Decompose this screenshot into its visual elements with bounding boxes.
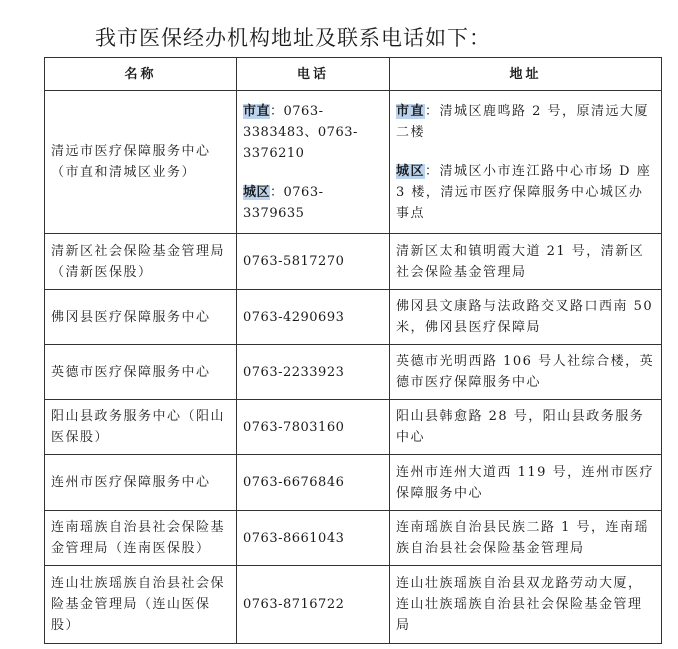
table-row [45,290,662,345]
org-name: 英德市医疗保障服务中心 [45,345,237,400]
org-address: 佛冈县文康路与法政路交叉路口西南 50 米，佛冈县医疗保障局 [390,290,662,345]
table-row [45,455,662,511]
table-row [45,511,662,566]
table-row [45,566,662,644]
header-name: 名称 [45,58,237,91]
district-tag: 市直 [396,103,426,119]
org-address: 清新区太和镇明霞大道 21 号，清新区社会保险基金管理局 [390,234,662,290]
header-address: 地址 [390,58,662,91]
org-name: 连州市医疗保障服务中心 [45,455,237,511]
contact-table [44,57,662,644]
org-address: 连南瑶族自治县民族二路 1 号，连南瑶族自治县社会保险基金管理局 [390,511,662,566]
org-phone: 0763-8716722 [237,566,390,644]
page-title: 我市医保经办机构地址及联系电话如下： [95,26,491,50]
org-phone: 0763-2233923 [237,345,390,400]
phone-text: ：0763-3383483、0763-3376210 [243,103,358,161]
org-name: 连山壮族瑶族自治县社会保险基金管理局（连山医保股） [45,566,237,644]
org-address: 连山壮族瑶族自治县双龙路劳动大厦，连山壮族瑶族自治县社会保险基金管理局 [390,566,662,644]
table-header-row [45,58,662,91]
org-name: 清远市医疗保障服务中心（市直和清城区业务） [45,91,237,234]
org-name: 清新区社会保险基金管理局（清新医保股） [45,234,237,290]
phone-entry [243,101,383,164]
org-name: 阳山县政务服务中心（阳山医保股） [45,400,237,455]
org-phone: 0763-8661043 [237,511,390,566]
org-phone: 0763-7803160 [237,400,390,455]
address-entry [396,161,655,224]
org-name: 佛冈县医疗保障服务中心 [45,290,237,345]
district-tag: 市直 [243,103,271,119]
org-address: 英德市光明西路 106 号人社综合楼，英德市医疗保障服务中心 [390,345,662,400]
org-phone: 0763-6676846 [237,455,390,511]
org-phone [237,91,390,234]
org-address: 阳山县韩愈路 28 号，阳山县政务服务中心 [390,400,662,455]
org-address: 连州市连州大道西 119 号，连州市医疗保障服务中心 [390,455,662,511]
phone-entry [243,182,383,224]
header-phone: 电话 [237,58,390,91]
org-phone: 0763-4290693 [237,290,390,345]
org-address [390,91,662,234]
org-name: 连南瑶族自治县社会保险基金管理局（连南医保股） [45,511,237,566]
table-row [45,345,662,400]
address-text: ：清城区小市连江路中心市场 D 座 3 楼，清远市医疗保障服务中心城区办事点 [396,163,652,221]
table-row [45,91,662,234]
district-tag: 城区 [396,163,426,179]
org-phone: 0763-5817270 [237,234,390,290]
district-tag: 城区 [243,184,271,200]
phone-text: ：0763-3379635 [243,184,324,221]
address-text: ：清城区鹿鸣路 2 号，原清远大厦二楼 [396,103,650,140]
address-entry [396,101,655,143]
table-row [45,400,662,455]
table-row [45,234,662,290]
